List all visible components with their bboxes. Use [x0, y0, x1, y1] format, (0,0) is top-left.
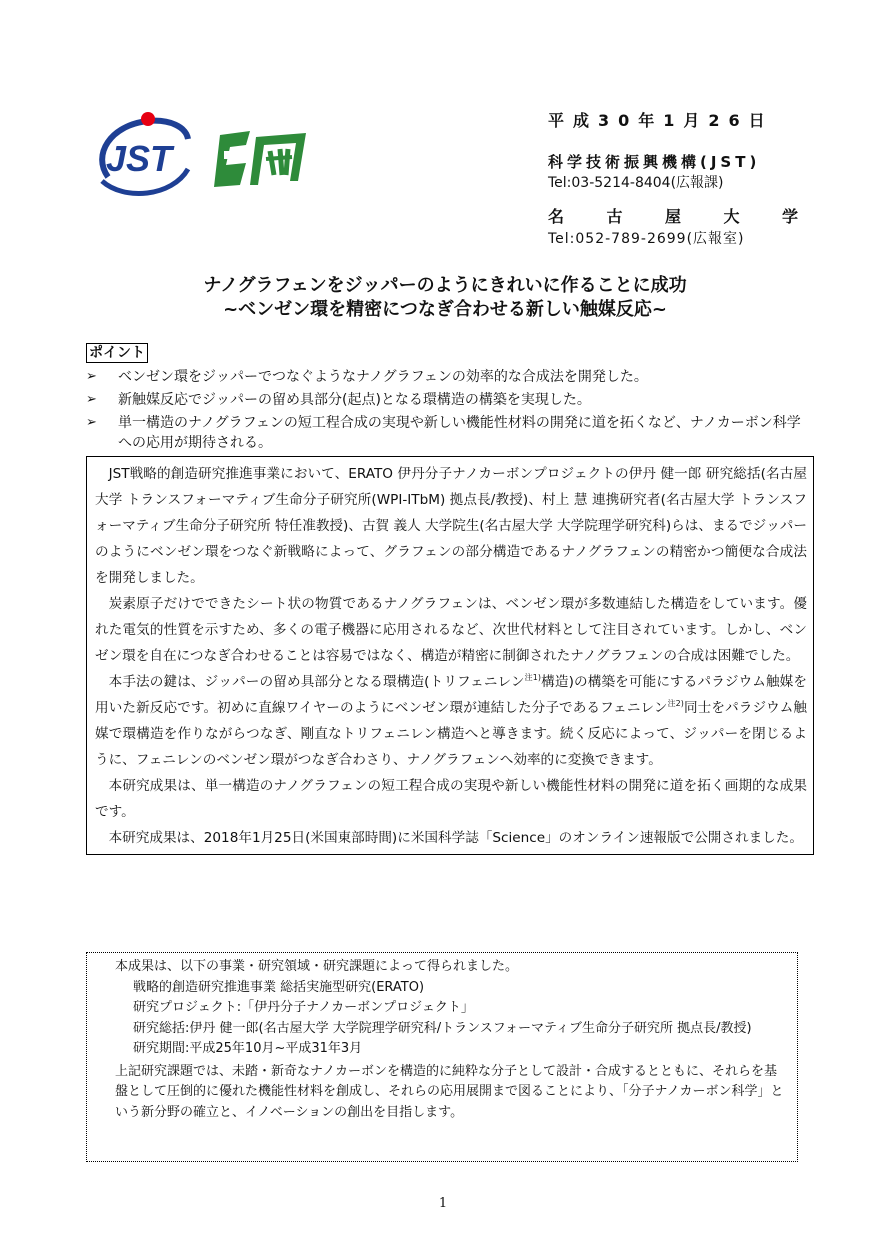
logos	[90, 105, 320, 205]
funding-description: 上記研究課題では、未踏・新奇なナノカーボンを構造的に純粋な分子として設計・合成するとともに、それらを基盤として圧倒的に優れた機能性材料を創成し、それらの応用展開まで図ることにより、「分子ナノカーボン科学」という新分野の確立と、イノベーションの創出を目指します。	[115, 1063, 784, 1120]
funding-box	[86, 952, 798, 1162]
summary-paragraph: 本研究成果は、2018年1月25日(米国東部時間)に米国科学誌「Science」のオンライン速報版で公開されました。	[108, 830, 803, 846]
funding-period: 研究期間:平成25年10月~平成31年3月	[133, 1041, 363, 1056]
list-item	[86, 413, 808, 453]
point-text: 単一構造のナノグラフェンの短工程合成の実現や新しい機能性材料の開発に道を拓くなど、ナノカーボン科学への応用が期待される。	[118, 415, 801, 451]
list-item	[86, 390, 808, 410]
arrow-bullet-icon: ➢	[86, 369, 97, 384]
title-line-1: ナノグラフェンをジッパーのようにきれいに作ることに成功	[203, 275, 687, 296]
summary-text: 本手法の鍵は、ジッパーの留め具部分となる環構造(トリフェニレン	[108, 674, 525, 690]
arrow-bullet-icon: ➢	[86, 392, 97, 407]
release-date: 平成30年1月26日	[548, 111, 774, 130]
summary-text: 構造)の構築を可能にするパラジウム触媒を用いた新反応です。初めに直線ワイヤーのようにベンゼン環が連結した分子であるフェニレン	[95, 674, 808, 716]
org2-char: 屋	[664, 207, 681, 226]
footnote-ref: 注1)	[524, 673, 541, 682]
summary-text: 同士をパラジウム触媒で環構造を作りながらつなぎ、剛直なトリフェニレン構造へと導きます。続く反応によって、ジッパーを閉じるように、フェニレンのベンゼン環がつなぎ合わさり、ナノグラフェンへ効率的に変換できます。	[95, 700, 807, 768]
funding-director: 研究総括:伊丹 健一郎(名古屋大学 大学院理学研究科/トランスフォーマティブ生命分子研究所 拠点長/教授)	[133, 1020, 752, 1036]
jst-logo-text: JST	[106, 138, 173, 179]
org2-char: 学	[781, 207, 798, 226]
funding-project: 研究プロジェクト:「伊丹分子ナノカーボンプロジェクト」	[133, 1000, 474, 1015]
points-list	[86, 367, 808, 456]
point-text: 新触媒反応でジッパーの留め具部分(起点)となる環構造の構築を実現した。	[118, 392, 591, 408]
summary-paragraph	[95, 669, 807, 773]
point-text: ベンゼン環をジッパーでつなぐようなナノグラフェンの効率的な合成法を開発した。	[118, 369, 648, 385]
org2-char: 名	[548, 207, 565, 226]
title-line-2: ~ベンゼン環を精密につなぎ合わせる新しい触媒反応~	[223, 299, 667, 320]
arrow-bullet-icon: ➢	[86, 415, 97, 430]
org2-char: 古	[606, 207, 623, 226]
summary-paragraph: 炭素原子だけでできたシート状の物質であるナノグラフェンは、ベンゼン環が多数連結した構造をしています。優れた電気的性質を示すため、多くの電子機器に応用されるなど、次世代材料として注目されています。しかし、ベンゼン環を自在につなぎ合わせることは容易ではなく、構造が精密に制御されたナノグラフェンの合成は困難でした。	[95, 596, 807, 664]
press-release-header	[548, 108, 808, 249]
nagoya-university-logo-icon	[214, 131, 306, 187]
document-title	[90, 274, 800, 322]
footnote-ref: 注2)	[667, 699, 684, 708]
org1-name: 科学技術振興機構(JST)	[548, 153, 761, 171]
org2-name	[548, 205, 798, 229]
summary-box	[86, 456, 814, 855]
org1-tel: Tel:03-5214-8404(広報課)	[548, 175, 724, 191]
org2-char: 大	[723, 207, 740, 226]
points-label: ポイント	[86, 343, 148, 363]
funding-program: 戦略的創造研究推進事業 総括実施型研究(ERATO)	[133, 979, 425, 995]
org2-tel: Tel:052-789-2699(広報室)	[548, 231, 745, 247]
list-item	[86, 367, 808, 387]
logo-graphics	[90, 105, 320, 205]
page-number: 1	[438, 1196, 448, 1211]
summary-paragraph: 本研究成果は、単一構造のナノグラフェンの短工程合成の実現や新しい機能性材料の開発に道を拓く画期的な成果です。	[95, 778, 807, 820]
jst-logo-icon	[102, 112, 188, 194]
summary-paragraph: JST戦略的創造研究推進事業において、ERATO 伊丹分子ナノカーボンプロジェクトの伊丹 健一郎 研究総括(名古屋大学 トランスフォーマティブ生命分子研究所(WPI-ITbM) 拠点長/教授)、村上 慧 連携研究者(名古屋大学 トランスフォーマティブ生命分子研究所 特任准教授)、古賀 義人 大学院生(名古屋大学 大学院理学研究科)らは、まるでジッパーのようにベンゼン環をつなぐ新戦略によって、グラフェンの部分構造であるナノグラフェンの精密かつ簡便な合成法を開発しました。	[95, 466, 807, 586]
funding-intro: 本成果は、以下の事業・研究領域・研究課題によって得られました。	[115, 959, 519, 974]
